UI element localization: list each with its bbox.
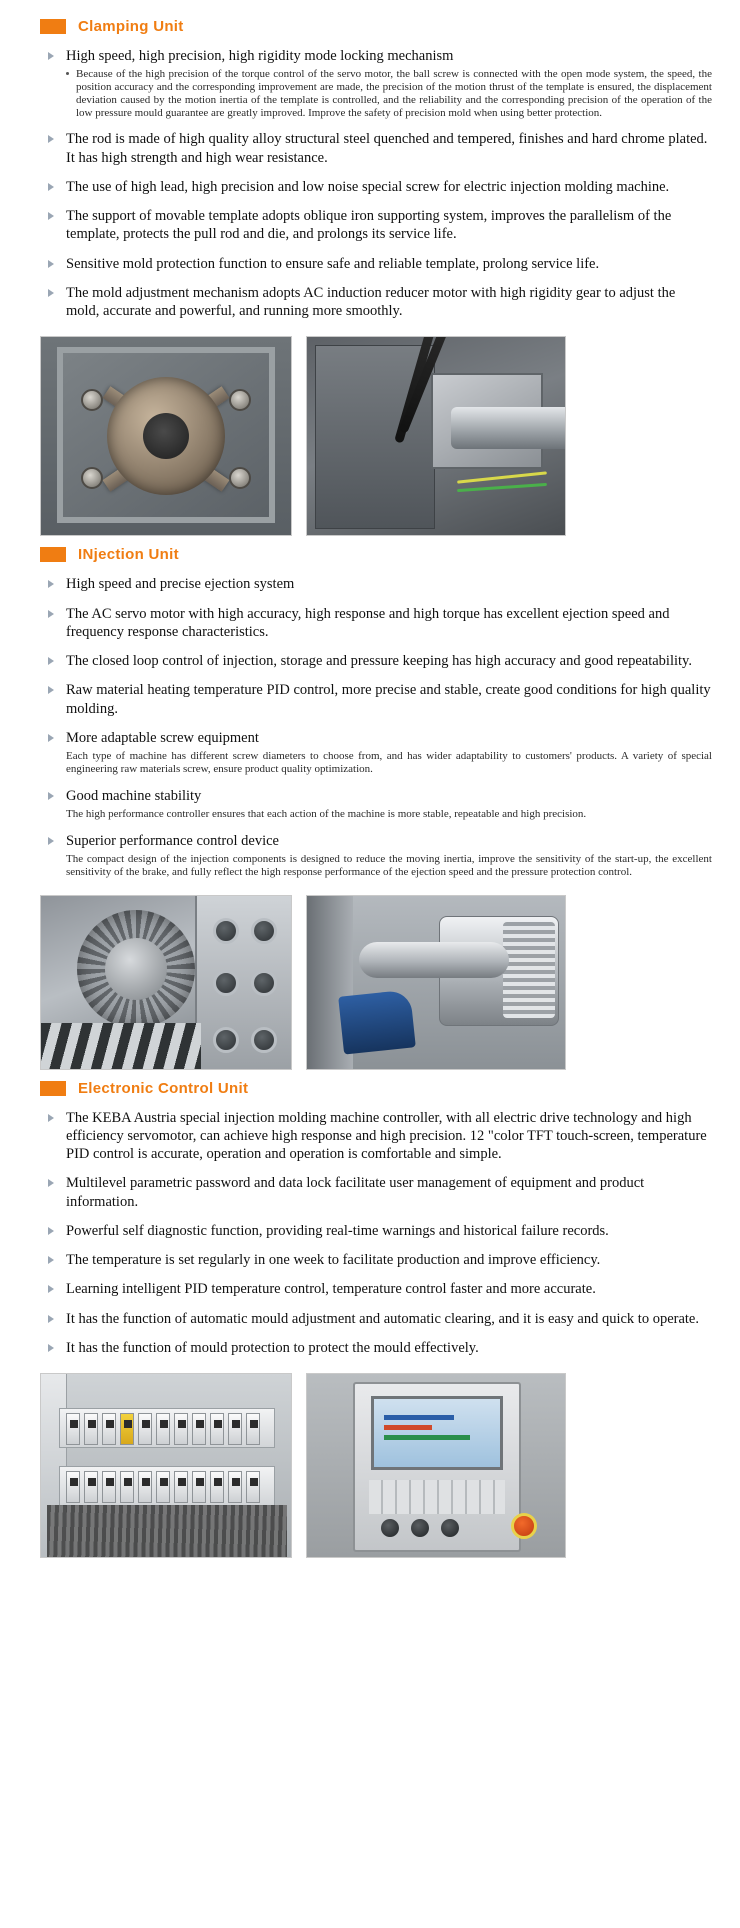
list-item [46, 681, 712, 718]
photo-hmi-controller-panel [306, 1373, 566, 1558]
barrel-shape [451, 407, 566, 449]
rail-shape [41, 1023, 201, 1069]
feature-lead: The closed loop control of injection, storage and pressure keeping has high accuracy and good repeatability. [66, 653, 692, 670]
list-item [46, 1310, 712, 1328]
feature-lead: Sensitive mold protection function to ensure safe and reliable template, prolong service life. [66, 255, 600, 272]
photo-injection-gear-drive [40, 895, 292, 1070]
screen-bar-shape [384, 1435, 470, 1440]
photo-injection-servo-motor [306, 895, 566, 1070]
feature-lead: The rod is made of high quality alloy structural steel quenched and tempered, finishes and hard chrome plated. It has high strength and high wear resistance. [66, 131, 708, 166]
bullet-triangle-icon [48, 1227, 54, 1235]
feature-list-clamping [28, 47, 712, 320]
section-heading [40, 546, 712, 563]
screen-bar-shape [384, 1415, 454, 1420]
bullet-triangle-icon [48, 734, 54, 742]
dot-icon [66, 72, 69, 75]
bullet-triangle-icon [48, 580, 54, 588]
section-title: Clamping Unit [78, 18, 184, 35]
feature-lead: Learning intelligent PID temperature control, temperature control faster and more accurate. [66, 1281, 596, 1298]
bullet-triangle-icon [48, 1344, 54, 1352]
list-item [46, 575, 712, 593]
list-item [46, 1222, 712, 1240]
bullet-triangle-icon [48, 52, 54, 60]
section-title: INjection Unit [78, 546, 179, 564]
bullet-triangle-icon [48, 260, 54, 268]
screen-bar-shape [384, 1425, 432, 1430]
feature-lead: The KEBA Austria special injection molding machine controller, with all electric drive technology and high efficiency servomotor, can achieve high response and high precision. 12 "color TFT touch-screen, temperature PID control is accurate, operation and operation is comfortable and simple. [66, 1109, 707, 1163]
bore-hole-shape [251, 1027, 277, 1053]
list-item [46, 255, 712, 273]
list-item [46, 787, 712, 821]
motor-fins-shape [503, 922, 555, 1018]
emergency-stop-icon [511, 1513, 537, 1539]
feature-lead: The temperature is set regularly in one week to facilitate production and improve efficiency. [66, 1252, 601, 1269]
din-rail-shape [59, 1408, 275, 1448]
bullet-triangle-icon [48, 837, 54, 845]
touch-screen-shape [371, 1396, 503, 1470]
list-item [46, 1339, 712, 1357]
list-item [46, 130, 712, 167]
feature-list-electronic-control [28, 1109, 712, 1358]
bullet-triangle-icon [48, 183, 54, 191]
feature-lead: It has the function of mould protection to protect the mould effectively. [66, 1339, 479, 1356]
feature-detail [66, 68, 712, 119]
feature-detail-text: The high performance controller ensures that each action of the machine is more stable, repeatable and high precision. [66, 808, 587, 821]
blue-guard-shape [338, 989, 416, 1054]
list-item [46, 652, 712, 670]
wiring-bundle-shape [47, 1505, 287, 1557]
feature-lead: The AC servo motor with high accuracy, high response and high torque has excellent ejection speed and frequency response characteristics. [66, 605, 670, 640]
image-row-clamping [40, 336, 712, 536]
bullet-triangle-icon [48, 212, 54, 220]
feature-lead: More adaptable screw equipment [66, 729, 259, 746]
feature-lead: High speed and precise ejection system [66, 576, 295, 593]
bullet-triangle-icon [48, 610, 54, 618]
photo-clamping-machine-interior [306, 336, 566, 536]
feature-lead: Raw material heating temperature PID control, more precise and stable, create good conditions for high quality molding. [66, 682, 711, 717]
section-marker-icon [40, 19, 66, 34]
bullet-triangle-icon [48, 792, 54, 800]
section-clamping-unit [28, 18, 712, 536]
bullet-triangle-icon [48, 686, 54, 694]
bullet-triangle-icon [48, 1114, 54, 1122]
list-item [46, 605, 712, 642]
bullet-triangle-icon [48, 135, 54, 143]
feature-lead: Multilevel parametric password and data lock facilitate user management of equipment and product information. [66, 1175, 645, 1210]
wire-shape [457, 483, 547, 492]
list-item [46, 178, 712, 196]
list-item [46, 1109, 712, 1164]
feature-lead: It has the function of automatic mould adjustment and automatic clearing, and it is easy and quick to operate. [66, 1310, 699, 1327]
feature-lead: Superior performance control device [66, 832, 279, 849]
center-ring-shape [107, 377, 225, 495]
bullet-triangle-icon [48, 1179, 54, 1187]
section-electronic-control-unit [28, 1080, 712, 1559]
bore-hole-shape [251, 970, 277, 996]
feature-lead: Powerful self diagnostic function, providing real-time warnings and historical failure records. [66, 1222, 609, 1239]
image-row-electronic-control [40, 1373, 712, 1558]
list-item [46, 1174, 712, 1211]
section-heading [40, 18, 712, 35]
section-marker-icon [40, 1081, 66, 1096]
section-heading [40, 1080, 712, 1097]
bore-hole-shape [213, 970, 239, 996]
photo-clamping-toggle-mechanism [40, 336, 292, 536]
bore-hole-shape [251, 918, 277, 944]
bullet-triangle-icon [48, 289, 54, 297]
list-item [46, 1280, 712, 1298]
wire-shape [457, 472, 547, 484]
bullet-triangle-icon [48, 1315, 54, 1323]
feature-list-injection [28, 575, 712, 878]
photo-electrical-cabinet [40, 1373, 292, 1558]
feature-detail-text: The compact design of the injection components is designed to reduce the moving inertia, improve the sensitivity of the start-up, the excellent sensitivity of the brake, and fully reflect the high response performance of the ejection speed and the pressure protection control. [66, 853, 712, 878]
feature-lead: Good machine stability [66, 787, 202, 804]
feature-detail-text: Because of the high precision of the torque control of the servo motor, the ball screw is connected with the open mode system, the speed, the position accuracy and the corresponding improvement are made, the precision of the motion thrust of the template is ensured, the displacement deviation caused by the motion inertia of the template is controlled, and the reliability and the corresponding precision of the operation of the low pressure mould guarantee are greatly improved. Improve the safety of precision mold when using better protection. [76, 68, 712, 119]
bore-hole-shape [213, 1027, 239, 1053]
bullet-triangle-icon [48, 1285, 54, 1293]
section-title: Electronic Control Unit [78, 1079, 249, 1097]
din-rail-shape [59, 1466, 275, 1506]
list-item [46, 47, 712, 119]
section-injection-unit [28, 546, 712, 1069]
list-item [46, 832, 712, 879]
keypad-shape [369, 1480, 505, 1514]
list-item [46, 284, 712, 321]
feature-lead: The mold adjustment mechanism adopts AC induction reducer motor with high rigidity gear to adjust the mold, accurate and powerful, and running more smoothly. [66, 284, 676, 320]
bullet-triangle-icon [48, 1256, 54, 1264]
feature-lead: The support of movable template adopts oblique iron supporting system, improves the parallelism of the template, protects the pull rod and die, and prolongs its service life. [66, 208, 672, 243]
bullet-triangle-icon [48, 657, 54, 665]
feature-lead: High speed, high precision, high rigidity mode locking mechanism [66, 48, 454, 64]
list-item [46, 207, 712, 244]
section-marker-icon [40, 547, 66, 562]
feature-lead: The use of high lead, high precision and low noise special screw for electric injection molding machine. [66, 178, 670, 195]
gear-shape [77, 910, 195, 1028]
list-item [46, 729, 712, 776]
image-row-injection [40, 895, 712, 1070]
bore-hole-shape [213, 918, 239, 944]
screw-barrel-shape [359, 942, 509, 978]
list-item [46, 1251, 712, 1269]
feature-detail-text: Each type of machine has different screw diameters to choose from, and has wider adaptability to customers' products. A variety of special engineering raw materials screw, ensure product quality optimization. [66, 750, 712, 775]
